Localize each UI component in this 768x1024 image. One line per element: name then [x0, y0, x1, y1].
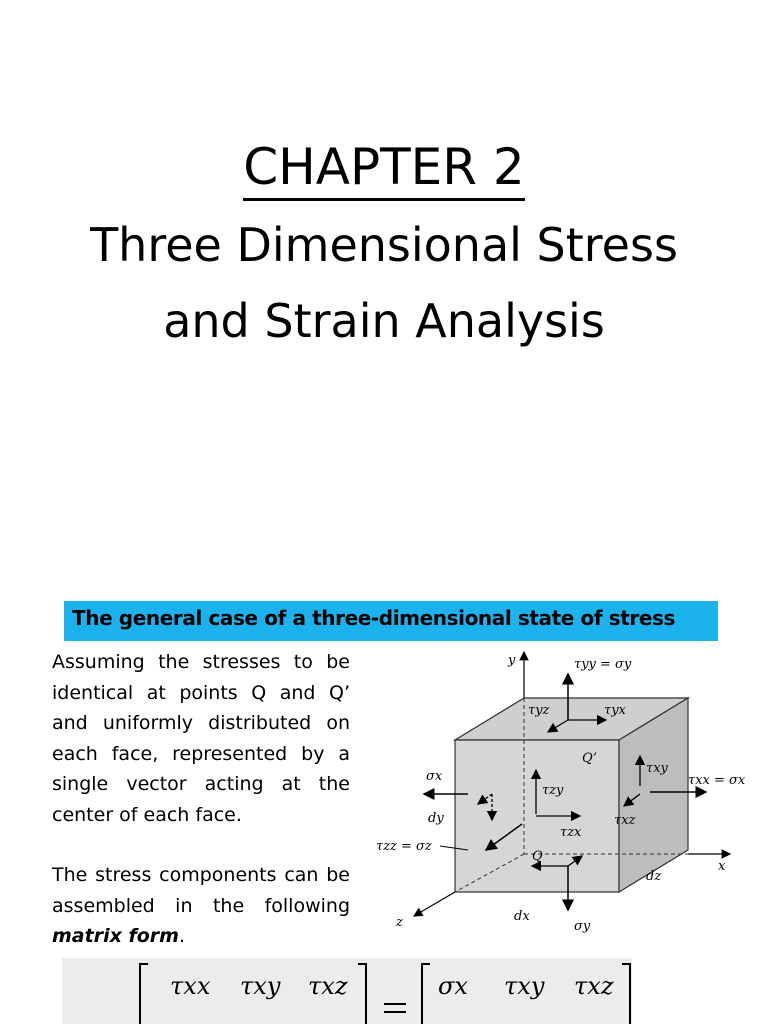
label-tau-yx: τyx	[604, 703, 626, 718]
label-tau-zy: τzy	[542, 783, 564, 798]
label-tau-xy: τxy	[646, 761, 668, 776]
label-tau-xx: τxx = σx	[688, 773, 746, 788]
label-dy: dy	[428, 811, 444, 826]
matrix-intro-end: .	[178, 925, 185, 947]
stress-cube-svg	[368, 644, 760, 940]
stress-matrix-svg	[62, 958, 632, 1024]
label-dz: dz	[646, 869, 662, 884]
section-banner: The general case of a three-dimensional state of stress	[64, 601, 718, 641]
description-paragraph: Assuming the stresses to be identical at points Q and Q’ and uniformly distributed on each face, represented by a single vector acting at the center of each face.	[52, 651, 350, 826]
chapter-heading: CHAPTER 2	[243, 136, 524, 201]
matrix-right-r1c3: τxz	[574, 972, 614, 1000]
label-x: x	[718, 859, 726, 874]
label-dx: dx	[514, 909, 530, 924]
label-tau-zz: τzz = σz	[376, 839, 432, 854]
matrix-left-r1c2: τxy	[240, 972, 281, 1000]
title-block	[0, 136, 768, 359]
matrix-form-emphasis: matrix form	[52, 925, 179, 947]
label-sigma-x-left: σx	[426, 769, 443, 784]
label-q: Q	[532, 849, 543, 864]
label-tau-zx: τzx	[560, 825, 582, 840]
label-sigma-y: σy	[574, 919, 591, 934]
label-q-prime: Q’	[582, 751, 598, 766]
stress-cube-diagram	[368, 644, 760, 940]
label-y: y	[508, 653, 516, 668]
label-tau-yz: τyz	[528, 703, 550, 718]
matrix-left-r1c1: τxx	[170, 972, 211, 1000]
matrix-intro-paragraph	[52, 860, 350, 952]
matrix-right-r1c1: σx	[438, 972, 468, 1000]
chapter-title-line1: Three Dimensional Stress	[90, 218, 678, 272]
label-z: z	[396, 915, 403, 930]
label-tau-yy: τyy = σy	[574, 657, 632, 672]
matrix-intro-text: The stress components can be assembled in the following	[52, 864, 350, 917]
matrix-left-r1c3: τxz	[308, 972, 348, 1000]
label-tau-xz: τxz	[614, 813, 636, 828]
matrix-right-r1c2: τxy	[504, 972, 545, 1000]
z-axis-arrow	[414, 892, 455, 916]
chapter-title-line2: and Strain Analysis	[163, 294, 605, 348]
stress-matrix	[62, 958, 632, 1024]
